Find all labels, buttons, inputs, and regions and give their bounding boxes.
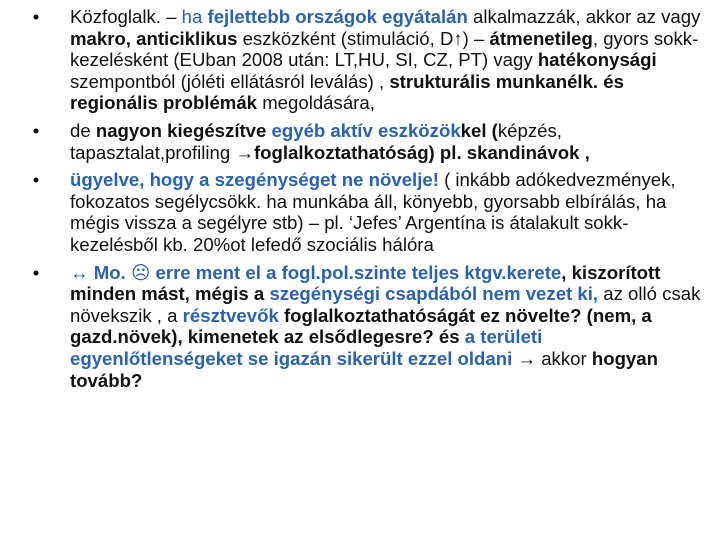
- bullet-dot: •: [32, 169, 40, 191]
- text-segment: egyéb aktív eszközök: [271, 119, 461, 141]
- text-segment: , kiszorított minden mást, mégis a: [70, 261, 661, 305]
- bullet-text: [70, 120, 590, 163]
- text-segment: foglalkoztathatóság) pl. skandinávok ,: [253, 141, 590, 163]
- text-segment: akkor: [541, 347, 592, 369]
- text-segment: →: [235, 141, 254, 163]
- text-segment: ügyelve, hogy a szegénységet ne növelje!: [70, 169, 439, 191]
- text-segment: az olló csak növekszik , a: [70, 283, 701, 326]
- bullet-dot: •: [32, 261, 40, 283]
- bullet-item-3: [26, 169, 710, 255]
- text-segment: hatékonysági: [537, 49, 657, 71]
- text-segment: , gyors sokk-kezelésként (EUban 2008 után: LT,HU, SI, CZ, PT) vagy: [70, 27, 699, 71]
- text-segment: szegénységi csapdából nem vezet ki,: [269, 283, 599, 305]
- bullet-text: [70, 262, 700, 391]
- text-segment: kel (: [460, 119, 498, 141]
- bullet-dot: •: [32, 6, 40, 27]
- text-segment: strukturális munkanélk. és regionális problémák: [70, 70, 624, 114]
- text-segment: résztvevők: [182, 304, 279, 326]
- text-segment: átmenetileg: [489, 27, 593, 49]
- text-segment: ha: [181, 6, 208, 27]
- bullet-item-4: [26, 262, 710, 392]
- text-segment: szempontból (jóléti ellátásról leválás) ,: [70, 70, 390, 92]
- text-segment: hogyan tovább?: [70, 347, 658, 391]
- bullet-list: [26, 6, 710, 391]
- text-segment: →: [512, 347, 542, 369]
- bullet-item-1: [26, 6, 710, 114]
- text-segment: ↔ Mo. ☹ erre ment el a fogl.pol.szinte teljes ktgv.kerete: [70, 261, 562, 283]
- bullet-text: [70, 6, 700, 113]
- text-segment: képzés, tapasztalat,profiling: [70, 119, 562, 163]
- text-segment: alkalmazzák, akkor az vagy: [467, 6, 701, 27]
- bullet-item-2: [26, 120, 710, 163]
- text-segment: makro, anticiklikus: [70, 27, 238, 49]
- text-segment: nagyon kiegészítve: [95, 119, 272, 141]
- text-segment: megoldására,: [257, 92, 375, 114]
- text-segment: de: [70, 119, 96, 141]
- text-segment: foglalkoztathatóságát ez növelte? (nem, a gazd.növek), kimenetek az elsődlegesre? és: [70, 304, 652, 348]
- text-segment: a területi egyenlőtlenségeket se igazán sikerült ezzel oldani: [70, 326, 543, 369]
- bullet-text: [70, 169, 676, 255]
- text-segment: eszközként (stimuláció, D↑) –: [237, 27, 490, 49]
- text-segment: Közfoglalk. –: [70, 6, 182, 27]
- bullet-dot: •: [32, 119, 40, 141]
- text-segment: ( inkább adókedvezmények, fokozatos segélycsökk. ha munkába áll, könyebb, gyorsabb elbírálás, ha mégis vissza a segélyre stb) – pl. ‘Jefes’ Argentína is átalakult sokk-kezelésből kb. 20%ot lefedő szociális hálóra: [70, 169, 676, 255]
- text-segment: fejlettebb országok egyátalán: [207, 6, 468, 27]
